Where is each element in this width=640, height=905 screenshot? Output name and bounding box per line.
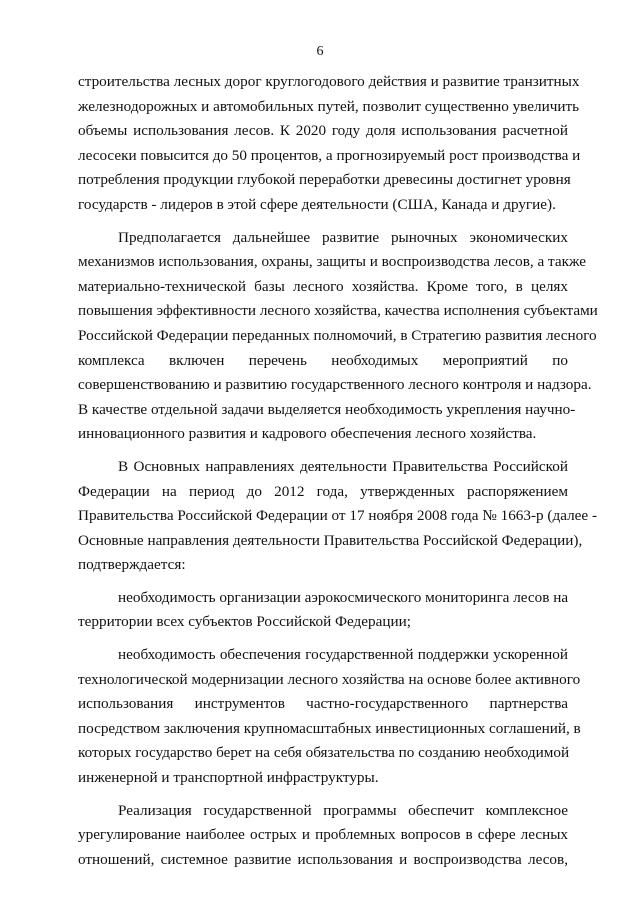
text-line: территории всех субъектов Российской Федерации; (78, 613, 411, 631)
text-line: отношений, системное развитие использования и воспроизводства лесов, (78, 850, 568, 868)
text-line: потребления продукции глубокой переработки древесины достигнет уровня (78, 171, 571, 189)
text-line: посредством заключения крупномасштабных инвестиционных соглашений, в (78, 719, 581, 737)
document-body (78, 70, 598, 872)
text-line: необходимость обеспечения государственной поддержки ускоренной (118, 646, 568, 664)
text-line: В Основных направлениях деятельности Правительства Российской (118, 457, 568, 475)
text-line: государств - лидеров в этой сфере деятельности (США, Канада и другие). (78, 195, 556, 213)
text-line: необходимость организации аэрокосмического мониторинга лесов на (118, 588, 569, 606)
paragraph (78, 799, 568, 873)
text-line: технологической модернизации лесного хозяйства на основе более активного (78, 670, 581, 688)
page-number: 6 (316, 44, 324, 59)
text-line: урегулирование наиболее острых и проблемных вопросов в сфере лесных (78, 826, 568, 844)
text-line: В качестве отдельной задачи выделяется необходимость укрепления научно- (78, 400, 576, 418)
text-line: совершенствованию и развитию государственного лесного контроля и надзора. (78, 376, 592, 394)
text-line: использования инструментов частно-государственного партнерства (78, 695, 568, 713)
text-line: Предполагается дальнейшее развитие рыночных экономических (118, 228, 568, 246)
text-line: комплекса включен перечень необходимых мероприятий по (78, 351, 568, 369)
text-line: инновационного развития и кадрового обеспечения лесного хозяйства. (78, 425, 537, 443)
paragraph (78, 586, 568, 635)
text-line: инженерной и транспортной инфраструктуры. (78, 769, 379, 787)
text-line: Основные направления деятельности Правительства Российской Федерации), (78, 531, 583, 549)
paragraph (78, 455, 597, 578)
text-line: материально-технической базы лесного хозяйства. Кроме того, в целях (78, 277, 568, 295)
text-line: Федерации на период до 2012 года, утвержденных распоряжением (78, 482, 568, 500)
text-line: Реализация государственной программы обеспечит комплексное (118, 801, 568, 819)
text-line: которых государство берет на себя обязательства по созданию необходимой (78, 744, 570, 762)
paragraph (78, 643, 581, 791)
text-line: механизмов использования, охраны, защиты и воспроизводства лесов, а также (78, 253, 587, 271)
paragraph (78, 226, 598, 447)
paragraph (78, 70, 581, 218)
text-line: лесосеки повысится до 50 процентов, а прогнозируемый рост производства и (78, 146, 581, 164)
text-line: железнодорожных и автомобильных путей, позволит существенно увеличить (78, 97, 580, 115)
text-line: Правительства Российской Федерации от 17 ноября 2008 года № 1663-р (далее - (78, 507, 597, 525)
text-line: подтверждается: (78, 556, 186, 574)
text-line: повышения эффективности лесного хозяйства, качества исполнения субъектами (78, 302, 598, 320)
text-line: Российской Федерации переданных полномочий, в Стратегию развития лесного (78, 326, 597, 344)
text-line: объемы использования лесов. К 2020 году доля использования расчетной (78, 122, 568, 140)
text-line: строительства лесных дорог круглогодового действия и развитие транзитных (78, 73, 580, 90)
